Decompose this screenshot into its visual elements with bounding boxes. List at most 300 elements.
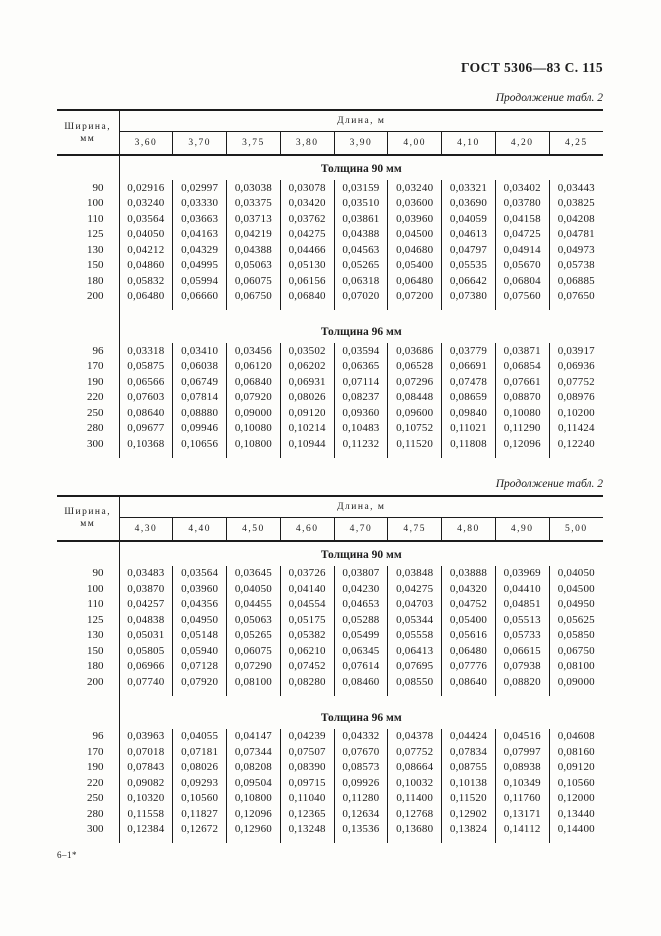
column-header-cell: 3,75 xyxy=(227,132,281,156)
value-cell: 0,04973 xyxy=(557,243,595,256)
table-row xyxy=(57,744,603,760)
value-cell: 0,10560 xyxy=(173,791,227,807)
value-cell: 0,03807 xyxy=(334,566,388,582)
width-cell: 110 xyxy=(57,211,119,227)
value-cell: 0,06210 xyxy=(280,643,334,659)
value-cell: 0,07670 xyxy=(334,744,388,760)
value-cell: 0,09360 xyxy=(334,405,388,421)
value-cell: 0,07695 xyxy=(388,659,442,675)
gap-cell xyxy=(119,310,603,319)
value-cell: 0,06936 xyxy=(557,360,595,373)
column-header-cell: 3,70 xyxy=(173,132,227,156)
value-cell: 0,04500 xyxy=(557,582,595,595)
value-cell: 0,13171 xyxy=(495,806,549,822)
value-cell: 0,03564 xyxy=(173,566,227,582)
table-row xyxy=(57,822,603,838)
width-cell: 190 xyxy=(57,374,119,390)
value-cell: 0,08390 xyxy=(280,760,334,776)
stub-cell xyxy=(388,837,442,843)
value-cell: 0,04329 xyxy=(173,242,227,258)
width-header-cell xyxy=(57,496,119,541)
value-cell: 0,04050 xyxy=(557,567,595,580)
section-title: Толщина 90 мм xyxy=(320,548,402,561)
value-cell: 0,08755 xyxy=(442,760,496,776)
width-cell: 110 xyxy=(57,597,119,613)
table-row xyxy=(57,436,603,452)
value-cell: 0,04613 xyxy=(442,227,496,243)
value-cell: 0,07661 xyxy=(495,374,549,390)
value-cell: 0,04140 xyxy=(280,581,334,597)
value-cell: 0,12960 xyxy=(227,822,281,838)
value-cell: 0,04059 xyxy=(442,211,496,227)
value-cell: 0,05288 xyxy=(334,612,388,628)
value-cell: 0,04995 xyxy=(173,258,227,274)
stub-cell xyxy=(57,837,119,843)
doc-header: ГОСТ 5306—83 С. 115 xyxy=(460,60,603,75)
value-cell: 0,03159 xyxy=(334,180,388,196)
value-cell: 0,03690 xyxy=(442,196,496,212)
value-cell: 0,06885 xyxy=(557,274,595,287)
value-cell: 0,04275 xyxy=(280,227,334,243)
table-row xyxy=(57,674,603,690)
width-cell: 200 xyxy=(57,289,119,305)
value-cell: 0,09600 xyxy=(388,405,442,421)
value-cell: 0,07752 xyxy=(388,744,442,760)
table-row xyxy=(57,227,603,243)
value-cell: 0,04158 xyxy=(495,211,549,227)
table-row xyxy=(57,581,603,597)
value-cell: 0,04950 xyxy=(173,612,227,628)
value-cell: 0,03564 xyxy=(119,211,173,227)
column-header-cell: 4,40 xyxy=(173,517,227,541)
section-title: Толщина 96 мм xyxy=(320,326,402,338)
header-row-columns xyxy=(57,132,603,156)
value-cell: 0,10752 xyxy=(388,421,442,437)
table-row xyxy=(57,760,603,776)
section-title: Толщина 96 мм xyxy=(320,711,402,724)
value-cell: 0,06749 xyxy=(173,374,227,390)
value-cell: 0,08870 xyxy=(495,390,549,406)
value-cell: 0,09082 xyxy=(119,775,173,791)
value-cell: 0,03420 xyxy=(280,196,334,212)
value-cell: 0,09120 xyxy=(280,405,334,421)
value-cell: 0,03963 xyxy=(119,729,173,745)
value-cell: 0,03663 xyxy=(173,211,227,227)
value-cell: 0,11290 xyxy=(495,421,549,437)
stub-cell xyxy=(388,452,442,458)
value-cell: 0,05400 xyxy=(442,612,496,628)
value-cell: 0,05513 xyxy=(495,612,549,628)
value-cell: 0,05063 xyxy=(227,258,281,274)
value-cell: 0,08160 xyxy=(557,745,595,758)
table-row xyxy=(57,390,603,406)
value-cell: 0,03888 xyxy=(442,566,496,582)
stub-cell xyxy=(334,452,388,458)
column-header-cell: 3,80 xyxy=(280,132,334,156)
value-cell: 0,11760 xyxy=(495,791,549,807)
stub-cell xyxy=(57,452,119,458)
column-header-cell: 4,80 xyxy=(442,517,496,541)
width-cell: 280 xyxy=(57,806,119,822)
value-cell: 0,06156 xyxy=(280,273,334,289)
value-cell: 0,05616 xyxy=(442,628,496,644)
value-cell: 0,06413 xyxy=(388,643,442,659)
width-header-cell xyxy=(57,110,119,155)
header-row-columns xyxy=(57,517,603,541)
value-cell: 0,06615 xyxy=(495,643,549,659)
value-cell: 0,08938 xyxy=(495,760,549,776)
value-cell: 0,13680 xyxy=(388,822,442,838)
value-cell: 0,03038 xyxy=(227,180,281,196)
value-cell: 0,04950 xyxy=(557,598,595,611)
value-cell: 0,08550 xyxy=(388,674,442,690)
value-cell: 0,12384 xyxy=(119,822,173,838)
value-cell: 0,08100 xyxy=(227,674,281,690)
value-cell: 0,11232 xyxy=(334,436,388,452)
table-body xyxy=(57,541,603,844)
value-cell: 0,03825 xyxy=(557,197,595,210)
value-cell: 0,03321 xyxy=(442,180,496,196)
value-cell: 0,11520 xyxy=(442,791,496,807)
value-cell: 0,04554 xyxy=(280,597,334,613)
value-cell: 0,03960 xyxy=(173,581,227,597)
value-cell: 0,06345 xyxy=(334,643,388,659)
value-cell: 0,03870 xyxy=(119,581,173,597)
value-cell: 0,04219 xyxy=(227,227,281,243)
value-cell: 0,04516 xyxy=(495,729,549,745)
value-cell: 0,07128 xyxy=(173,659,227,675)
column-header-cell: 4,90 xyxy=(495,517,549,541)
width-cell: 220 xyxy=(57,390,119,406)
value-cell: 0,07752 xyxy=(557,375,595,388)
value-cell: 0,08026 xyxy=(173,760,227,776)
value-cell: 0,07614 xyxy=(334,659,388,675)
table-header xyxy=(57,496,603,541)
value-cell: 0,02916 xyxy=(119,180,173,196)
value-cell: 0,10320 xyxy=(119,791,173,807)
value-cell: 0,07997 xyxy=(495,744,549,760)
value-cell: 0,04320 xyxy=(442,581,496,597)
value-cell: 0,07200 xyxy=(388,289,442,305)
value-cell: 0,14400 xyxy=(557,823,595,836)
width-cell: 150 xyxy=(57,258,119,274)
value-cell: 0,12672 xyxy=(173,822,227,838)
value-cell: 0,11021 xyxy=(442,421,496,437)
stub-cell xyxy=(173,452,227,458)
column-header-cell: 4,00 xyxy=(388,132,442,156)
table-row xyxy=(57,729,603,745)
stub-cell xyxy=(495,837,549,843)
value-cell: 0,10080 xyxy=(495,405,549,421)
section-title-row xyxy=(57,155,603,180)
width-cell: 125 xyxy=(57,227,119,243)
document-page xyxy=(57,0,603,843)
value-cell: 0,06120 xyxy=(227,359,281,375)
value-cell: 0,04230 xyxy=(334,581,388,597)
value-cell: 0,03410 xyxy=(173,343,227,359)
value-cell: 0,04914 xyxy=(495,242,549,258)
value-cell: 0,03645 xyxy=(227,566,281,582)
value-cell: 0,06318 xyxy=(334,273,388,289)
value-cell: 0,13248 xyxy=(280,822,334,838)
value-cell: 0,03375 xyxy=(227,196,281,212)
value-cell: 0,06750 xyxy=(557,644,595,657)
gap-stub-cell xyxy=(57,696,119,705)
stub-cell xyxy=(173,837,227,843)
stub-cell xyxy=(227,837,281,843)
table-row xyxy=(57,242,603,258)
width-cell: 125 xyxy=(57,612,119,628)
value-cell: 0,03686 xyxy=(388,343,442,359)
table-row xyxy=(57,775,603,791)
value-cell: 0,06480 xyxy=(442,643,496,659)
value-cell: 0,07344 xyxy=(227,744,281,760)
value-cell: 0,05805 xyxy=(119,643,173,659)
width-cell: 170 xyxy=(57,744,119,760)
value-cell: 0,05400 xyxy=(388,258,442,274)
value-cell: 0,10032 xyxy=(388,775,442,791)
width-cell: 300 xyxy=(57,822,119,838)
stub-cell xyxy=(549,452,603,458)
width-header-line2: мм xyxy=(80,519,96,529)
stub-cell xyxy=(442,452,496,458)
value-cell: 0,07776 xyxy=(442,659,496,675)
value-cell: 0,04500 xyxy=(388,227,442,243)
value-cell: 0,10800 xyxy=(227,791,281,807)
value-cell: 0,05344 xyxy=(388,612,442,628)
width-cell: 130 xyxy=(57,242,119,258)
stub-cell xyxy=(227,452,281,458)
width-cell: 90 xyxy=(57,180,119,196)
column-header-cell: 4,10 xyxy=(442,132,496,156)
value-cell: 0,09504 xyxy=(227,775,281,791)
value-cell: 0,06660 xyxy=(173,289,227,305)
stub-cell xyxy=(119,837,173,843)
stub-cell xyxy=(334,837,388,843)
width-cell: 90 xyxy=(57,566,119,582)
value-cell: 0,06840 xyxy=(280,289,334,305)
width-cell: 280 xyxy=(57,421,119,437)
value-cell: 0,04163 xyxy=(173,227,227,243)
value-cell: 0,07290 xyxy=(227,659,281,675)
section-title: Толщина 90 мм xyxy=(320,163,402,175)
value-cell: 0,09715 xyxy=(280,775,334,791)
value-cell: 0,09840 xyxy=(442,405,496,421)
stub-cell xyxy=(442,837,496,843)
section-stub-cell xyxy=(57,541,119,566)
section-title-row xyxy=(57,541,603,566)
value-cell: 0,07296 xyxy=(388,374,442,390)
stub-cell xyxy=(280,837,334,843)
value-cell: 0,03917 xyxy=(557,344,595,357)
value-cell: 0,07603 xyxy=(119,390,173,406)
value-cell: 0,03780 xyxy=(495,196,549,212)
column-header-cell: 4,75 xyxy=(388,517,442,541)
table-row xyxy=(57,806,603,822)
value-cell: 0,06750 xyxy=(227,289,281,305)
value-cell: 0,03960 xyxy=(388,211,442,227)
value-cell: 0,07740 xyxy=(119,674,173,690)
width-header-line1: Ширина, xyxy=(64,121,112,132)
width-cell: 170 xyxy=(57,359,119,375)
value-cell: 0,04378 xyxy=(388,729,442,745)
value-cell: 0,04653 xyxy=(334,597,388,613)
value-cell: 0,03713 xyxy=(227,211,281,227)
value-cell: 0,08640 xyxy=(442,674,496,690)
value-cell: 0,04257 xyxy=(119,597,173,613)
width-cell: 100 xyxy=(57,196,119,212)
width-cell: 96 xyxy=(57,343,119,359)
value-cell: 0,04388 xyxy=(227,242,281,258)
width-cell: 100 xyxy=(57,581,119,597)
value-cell: 0,04563 xyxy=(334,242,388,258)
value-cell: 0,07478 xyxy=(442,374,496,390)
column-header-cell: 3,60 xyxy=(119,132,173,156)
table-row xyxy=(57,289,603,305)
width-cell: 220 xyxy=(57,775,119,791)
value-cell: 0,10800 xyxy=(227,436,281,452)
value-cell: 0,07560 xyxy=(495,289,549,305)
value-cell: 0,07114 xyxy=(334,374,388,390)
value-cell: 0,07507 xyxy=(280,744,334,760)
value-cell: 0,07920 xyxy=(227,390,281,406)
table-row xyxy=(57,196,603,212)
table-continuation-label: Продолжение табл. 2 xyxy=(495,92,603,104)
width-cell: 130 xyxy=(57,628,119,644)
table-continuation-label: Продолжение табл. 2 xyxy=(495,477,603,490)
column-header-cell: 4,20 xyxy=(495,132,549,156)
value-cell: 0,06642 xyxy=(442,273,496,289)
value-cell: 0,06365 xyxy=(334,359,388,375)
value-cell: 0,10349 xyxy=(495,775,549,791)
table-row xyxy=(57,405,603,421)
value-cell: 0,04466 xyxy=(280,242,334,258)
value-cell: 0,06931 xyxy=(280,374,334,390)
value-cell: 0,03726 xyxy=(280,566,334,582)
stub-row xyxy=(57,452,603,458)
value-cell: 0,06854 xyxy=(495,359,549,375)
value-cell: 0,08820 xyxy=(495,674,549,690)
value-cell: 0,12634 xyxy=(334,806,388,822)
value-cell: 0,04424 xyxy=(442,729,496,745)
value-cell: 0,10138 xyxy=(442,775,496,791)
section-stub-cell xyxy=(57,319,119,343)
value-cell: 0,12365 xyxy=(280,806,334,822)
section-gap-row xyxy=(57,696,603,705)
dimension-table-1 xyxy=(57,109,603,458)
value-cell: 0,10080 xyxy=(227,421,281,437)
value-cell: 0,04703 xyxy=(388,597,442,613)
value-cell: 0,10483 xyxy=(334,421,388,437)
value-cell: 0,04212 xyxy=(119,242,173,258)
table-row xyxy=(57,566,603,582)
value-cell: 0,04410 xyxy=(495,581,549,597)
value-cell: 0,05940 xyxy=(173,643,227,659)
width-cell: 190 xyxy=(57,760,119,776)
value-cell: 0,06075 xyxy=(227,273,281,289)
stub-cell xyxy=(495,452,549,458)
value-cell: 0,10368 xyxy=(119,436,173,452)
column-header-cell: 5,00 xyxy=(549,517,603,541)
value-cell: 0,10944 xyxy=(280,436,334,452)
width-cell: 200 xyxy=(57,674,119,690)
value-cell: 0,11040 xyxy=(280,791,334,807)
value-cell: 0,03456 xyxy=(227,343,281,359)
value-cell: 0,03402 xyxy=(495,180,549,196)
value-cell: 0,12096 xyxy=(227,806,281,822)
value-cell: 0,05738 xyxy=(557,259,595,272)
value-cell: 0,04275 xyxy=(388,581,442,597)
length-header-cell: Длина, м xyxy=(119,496,603,518)
value-cell: 0,14112 xyxy=(495,822,549,838)
value-cell: 0,08280 xyxy=(280,674,334,690)
table-row xyxy=(57,374,603,390)
value-cell: 0,03330 xyxy=(173,196,227,212)
width-cell: 180 xyxy=(57,659,119,675)
table-row xyxy=(57,612,603,628)
value-cell: 0,10656 xyxy=(173,436,227,452)
table-row xyxy=(57,659,603,675)
value-cell: 0,05733 xyxy=(495,628,549,644)
value-cell: 0,09946 xyxy=(173,421,227,437)
value-cell: 0,02997 xyxy=(173,180,227,196)
value-cell: 0,08659 xyxy=(442,390,496,406)
value-cell: 0,05994 xyxy=(173,273,227,289)
value-cell: 0,04680 xyxy=(388,242,442,258)
value-cell: 0,06480 xyxy=(119,289,173,305)
value-cell: 0,04608 xyxy=(557,730,595,743)
table-row xyxy=(57,628,603,644)
table-row xyxy=(57,258,603,274)
stub-cell xyxy=(280,452,334,458)
section-stub-cell xyxy=(57,155,119,180)
value-cell: 0,03318 xyxy=(119,343,173,359)
value-cell: 0,12768 xyxy=(388,806,442,822)
value-cell: 0,07938 xyxy=(495,659,549,675)
value-cell: 0,05031 xyxy=(119,628,173,644)
value-cell: 0,05670 xyxy=(495,258,549,274)
value-cell: 0,08237 xyxy=(334,390,388,406)
value-cell: 0,08976 xyxy=(557,391,595,404)
value-cell: 0,06840 xyxy=(227,374,281,390)
value-cell: 0,07843 xyxy=(119,760,173,776)
value-cell: 0,09293 xyxy=(173,775,227,791)
value-cell: 0,07181 xyxy=(173,744,227,760)
value-cell: 0,11280 xyxy=(334,791,388,807)
value-cell: 0,03600 xyxy=(388,196,442,212)
value-cell: 0,09677 xyxy=(119,421,173,437)
value-cell: 0,08208 xyxy=(227,760,281,776)
value-cell: 0,05875 xyxy=(119,359,173,375)
width-cell: 250 xyxy=(57,405,119,421)
width-header-line1: Ширина, xyxy=(64,507,112,517)
width-cell: 250 xyxy=(57,791,119,807)
value-cell: 0,05175 xyxy=(280,612,334,628)
value-cell: 0,08100 xyxy=(557,660,595,673)
value-cell: 0,07834 xyxy=(442,744,496,760)
table-row xyxy=(57,597,603,613)
value-cell: 0,13536 xyxy=(334,822,388,838)
width-cell: 300 xyxy=(57,436,119,452)
value-cell: 0,04208 xyxy=(557,212,595,225)
header-row-length xyxy=(57,110,603,132)
value-cell: 0,08640 xyxy=(119,405,173,421)
value-cell: 0,04055 xyxy=(173,729,227,745)
value-cell: 0,11400 xyxy=(388,791,442,807)
value-cell: 0,05063 xyxy=(227,612,281,628)
value-cell: 0,08664 xyxy=(388,760,442,776)
value-cell: 0,10200 xyxy=(557,406,595,419)
